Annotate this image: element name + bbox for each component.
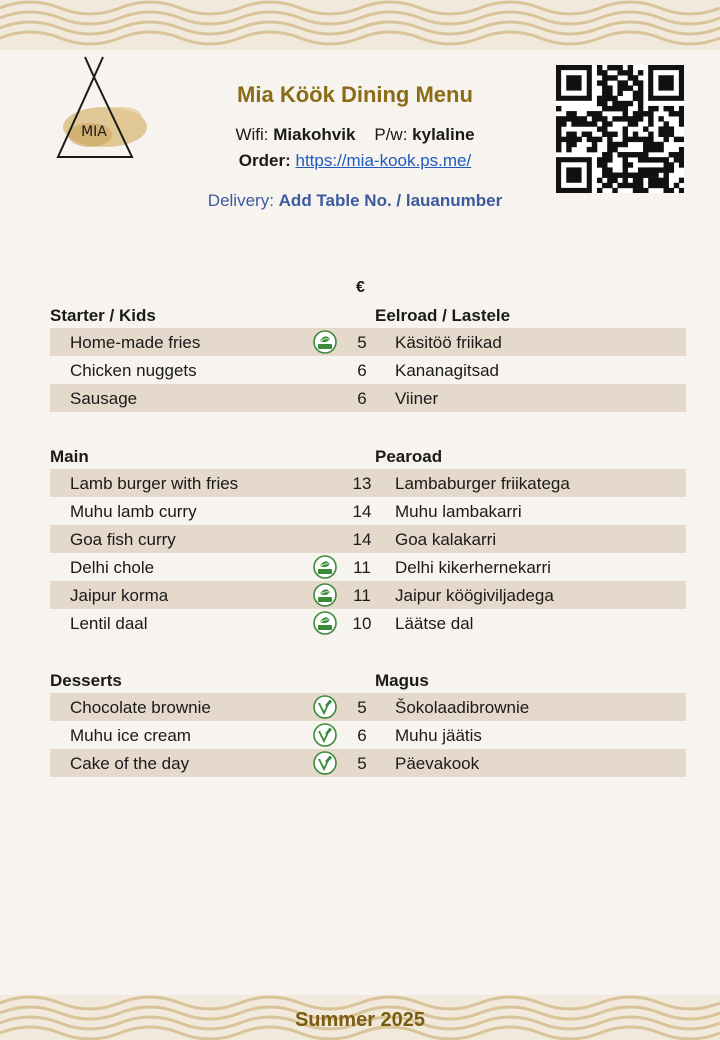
- menu-item-price: 14: [352, 530, 372, 549]
- menu-item-price: 11: [353, 586, 371, 605]
- menu-item-name-et: Delhi kikerhernekarri: [395, 558, 551, 577]
- wifi-info: [140, 125, 570, 145]
- section-title-en: Starter / Kids: [50, 306, 156, 325]
- menu-item-name: Lentil daal: [70, 614, 148, 633]
- wifi-label: Wifi:: [235, 125, 269, 144]
- menu-item-price: 6: [357, 389, 367, 408]
- delivery-text: Add Table No. / lauanumber: [278, 191, 503, 210]
- menu-item-row: [50, 384, 686, 412]
- vegan-icon: [313, 583, 337, 607]
- vegetarian-icon: [313, 695, 337, 719]
- menu-item-name: Chocolate brownie: [70, 698, 211, 717]
- menu-item-name: Chicken nuggets: [70, 361, 197, 380]
- section-title-en: Desserts: [50, 671, 122, 690]
- menu-item-price: 5: [357, 698, 367, 717]
- menu-item-name-et: Käsitöö friikad: [395, 333, 502, 352]
- vegan-icon: [313, 330, 337, 354]
- menu-item-name: Goa fish curry: [70, 530, 176, 549]
- menu-item-name-et: Viiner: [395, 389, 439, 408]
- order-link[interactable]: https://mia-kook.ps.me/: [295, 151, 472, 170]
- section-title-et: Pearoad: [375, 447, 443, 466]
- menu-item-price: 5: [357, 333, 367, 352]
- menu-item-row: [50, 749, 686, 777]
- currency-symbol: €: [356, 279, 365, 296]
- section-title-en: Main: [50, 447, 89, 466]
- menu-item-price: 6: [357, 361, 367, 380]
- menu-item-name: Home-made fries: [70, 333, 201, 352]
- menu-item-price: 5: [357, 754, 367, 773]
- season-label: Summer 2025: [294, 1009, 426, 1031]
- menu-item-row: [50, 356, 686, 384]
- wifi-password: kylaline: [412, 125, 475, 144]
- qr-code[interactable]: [556, 65, 684, 193]
- vegan-icon: [313, 611, 337, 635]
- vegetarian-icon: [313, 723, 337, 747]
- order-label: Order:: [238, 151, 291, 170]
- menu-item-name: Muhu lamb curry: [70, 502, 197, 521]
- menu-item-price: 13: [352, 474, 372, 493]
- wifi-name: Miakohvik: [273, 125, 356, 144]
- menu-item-name-et: Jaipur köögiviljadega: [395, 586, 554, 605]
- decorative-wave-border-top: [0, 0, 720, 50]
- page-title: Mia Köök Dining Menu: [237, 82, 473, 107]
- menu-item-row: [50, 693, 686, 721]
- menu-item-name: Sausage: [70, 389, 138, 408]
- menu-item-row: [50, 497, 686, 525]
- menu-item-name: Cake of the day: [70, 754, 190, 773]
- menu-item-price: 6: [357, 726, 367, 745]
- menu-item-row: [50, 328, 686, 356]
- menu-item-name-et: Läätse dal: [395, 614, 474, 633]
- svg-text:MIA: MIA: [81, 124, 107, 140]
- menu-item-name-et: Lambaburger friikatega: [395, 474, 570, 493]
- menu-item-name-et: Goa kalakarri: [395, 530, 497, 549]
- menu-item-name-et: Muhu lambakarri: [395, 502, 522, 521]
- vegetarian-icon: [313, 751, 337, 775]
- menu-item-name-et: Päevakook: [395, 754, 480, 773]
- menu-item-name-et: Kananagitsad: [395, 361, 499, 380]
- menu-item-price: 10: [352, 614, 372, 633]
- menu-item-name: Delhi chole: [70, 558, 155, 577]
- password-label: P/w:: [374, 125, 408, 144]
- delivery-label: Delivery:: [207, 191, 274, 210]
- vegan-icon: [313, 555, 337, 579]
- menu-item-name-et: Šokolaadibrownie: [395, 698, 530, 717]
- menu-item-price: 11: [353, 558, 371, 577]
- menu-item-row: [50, 553, 686, 581]
- menu-item-price: 14: [352, 502, 372, 521]
- menu-item-row: [50, 469, 686, 497]
- menu-item-name: Jaipur korma: [70, 586, 169, 605]
- section-title-et: Eelroad / Lastele: [375, 306, 511, 325]
- menu-item-name-et: Muhu jäätis: [395, 726, 482, 745]
- menu-item-row: [50, 609, 686, 637]
- menu-item-row: [50, 525, 686, 553]
- delivery-info: [140, 191, 570, 211]
- menu-item-row: [50, 721, 686, 749]
- order-info: [140, 151, 570, 171]
- menu-item-name: Muhu ice cream: [70, 726, 191, 745]
- menu-item-row: [50, 581, 686, 609]
- section-title-et: Magus: [375, 671, 429, 690]
- menu-item-name: Lamb burger with fries: [70, 474, 239, 493]
